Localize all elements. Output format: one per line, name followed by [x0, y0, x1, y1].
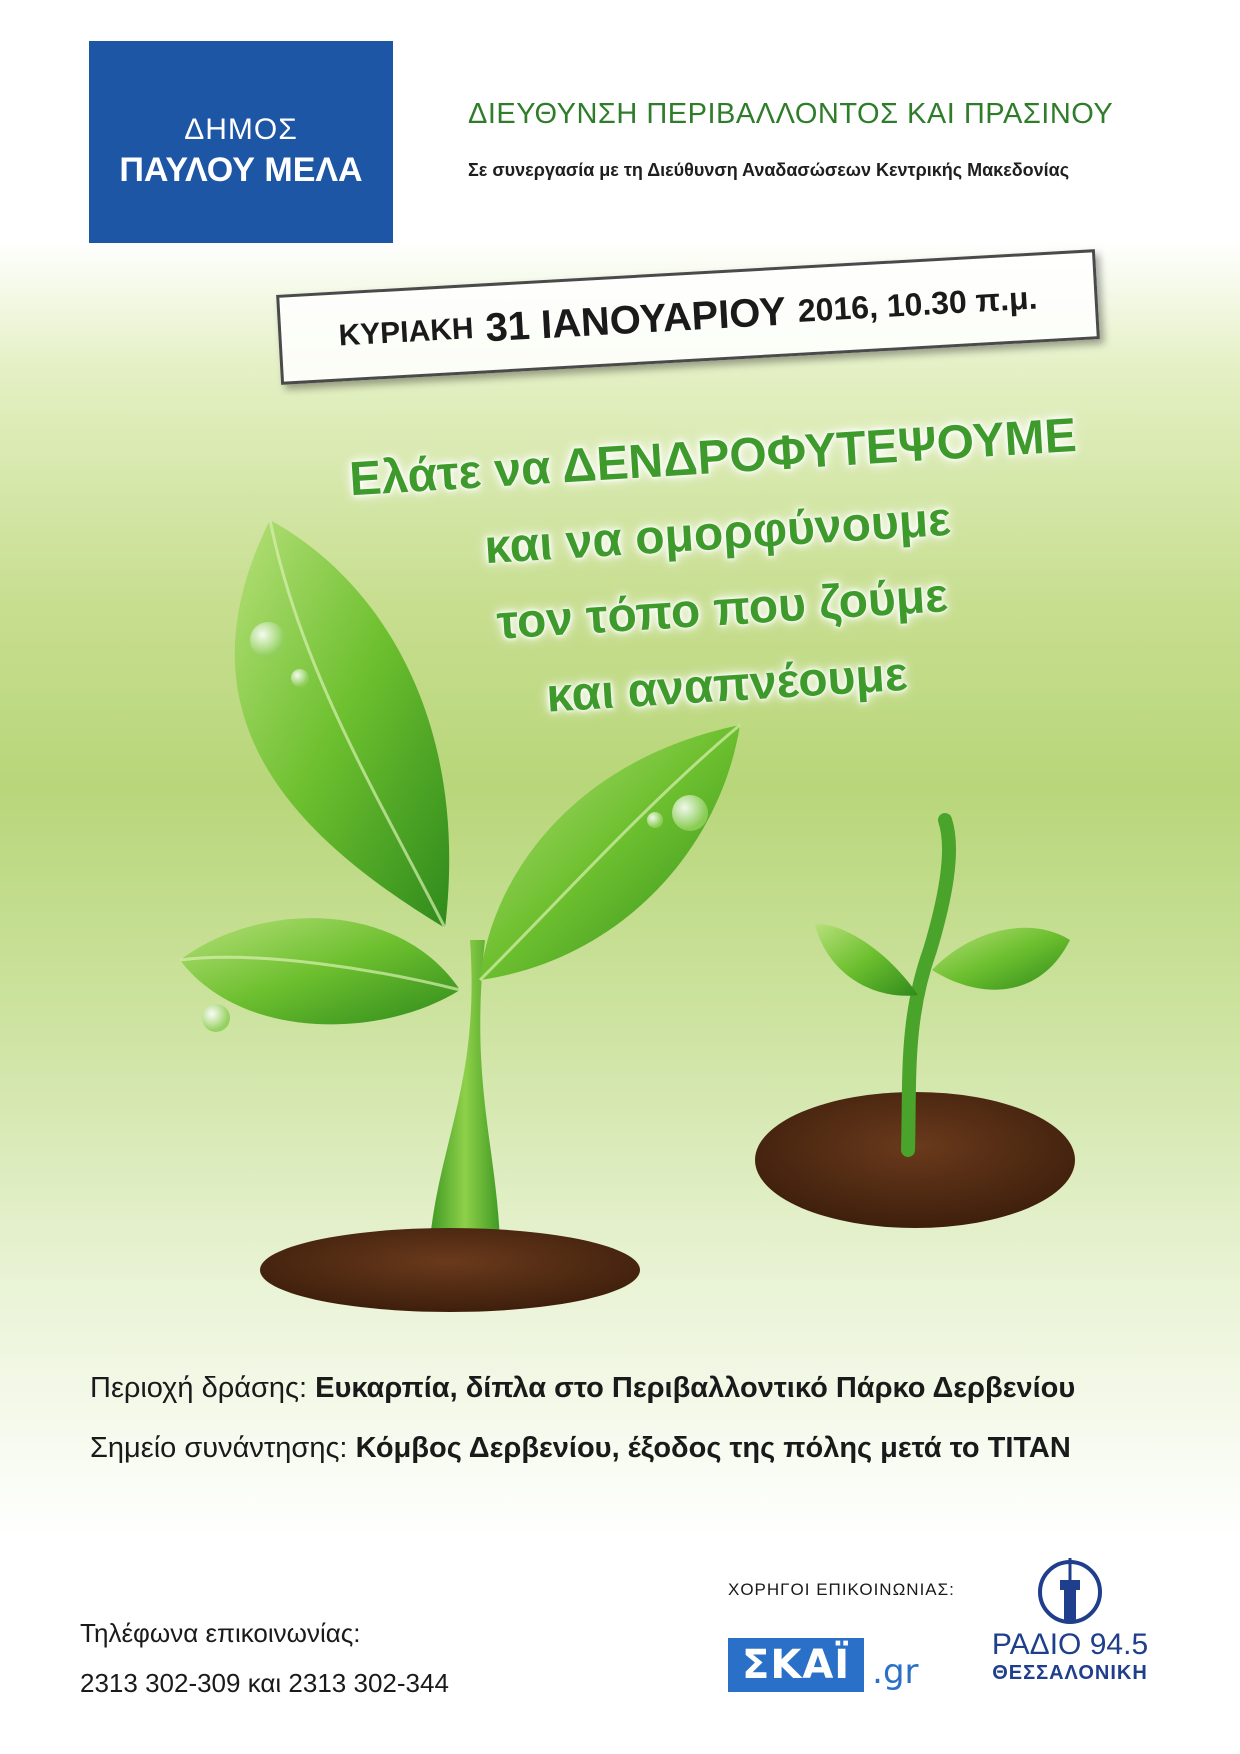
phone-numbers: 2313 302-309 και 2313 302-344 — [80, 1668, 449, 1698]
radio-name-text: ΡΑΔΙΟ — [991, 1628, 1082, 1661]
skai-logo — [728, 1638, 919, 1692]
event-day: ΚΥΡΙΑΚΗ — [337, 312, 475, 353]
radio-city: ΘΕΣΣΑΛΟΝΙΚΗ — [992, 1662, 1148, 1684]
action-area-label: Περιοχή δράσης: — [90, 1372, 308, 1404]
logo-line-2: ΠΑΥΛΟΥ ΜΕΛΑ — [119, 150, 363, 189]
phone-label: Τηλέφωνα επικοινωνίας: — [80, 1618, 361, 1648]
skai-name: ΣΚΑΪ — [728, 1638, 864, 1692]
slogan-line-2: και να ομορφύνουμε — [482, 492, 953, 575]
action-area-line — [90, 1372, 1190, 1405]
department-title: ΔΙΕΥΘΥΝΣΗ ΠΕΡΙΒΑΛΛΟΝΤΟΣ ΚΑΙ ΠΡΑΣΙΝΟΥ — [468, 98, 1114, 130]
radio-name — [972, 1628, 1168, 1662]
seedlings-illustration — [0, 520, 1240, 1320]
radio-thessaloniki-logo — [972, 1550, 1168, 1720]
logo-line-1: ΔΗΜΟΣ — [184, 112, 298, 146]
municipality-logo — [89, 41, 393, 243]
skai-suffix: .gr — [872, 1652, 919, 1692]
slogan-line-1: Ελάτε να ΔΕΝΔΡΟΦΥΤΕΨΟΥΜΕ — [347, 409, 1079, 507]
meeting-point-line — [90, 1432, 1190, 1465]
slogan-line-3: τον τόπο που ζούμε — [495, 569, 950, 650]
event-time: 2016, 10.30 π.μ. — [796, 278, 1039, 329]
radio-tower-icon — [1030, 1552, 1110, 1632]
radio-frequency: 94.5 — [1089, 1628, 1149, 1661]
department-subtitle: Σε συνεργασία με τη Διεύθυνση Αναδασώσεων Κεντρικής Μακεδονίας — [468, 160, 1070, 180]
action-area-value: Ευκαρπία, δίπλα στο Περιβαλλοντικό Πάρκο Δερβενίου — [315, 1372, 1076, 1404]
small-seedling — [755, 820, 1075, 1228]
meeting-point-value: Κόμβος Δερβενίου, έξοδος της πόλης μετά το ΤΙΤΑΝ — [355, 1432, 1071, 1464]
large-seedling — [180, 520, 740, 1312]
sponsors-label: ΧΟΡΗΓΟΙ ΕΠΙΚΟΙΝΩΝΙΑΣ: — [728, 1580, 955, 1599]
slogan-line-4: και αναπνέουμε — [544, 647, 909, 723]
event-date: 31 ΙΑΝΟΥΑΡΙΟΥ — [484, 289, 788, 350]
meeting-point-label: Σημείο συνάντησης: — [90, 1432, 348, 1464]
